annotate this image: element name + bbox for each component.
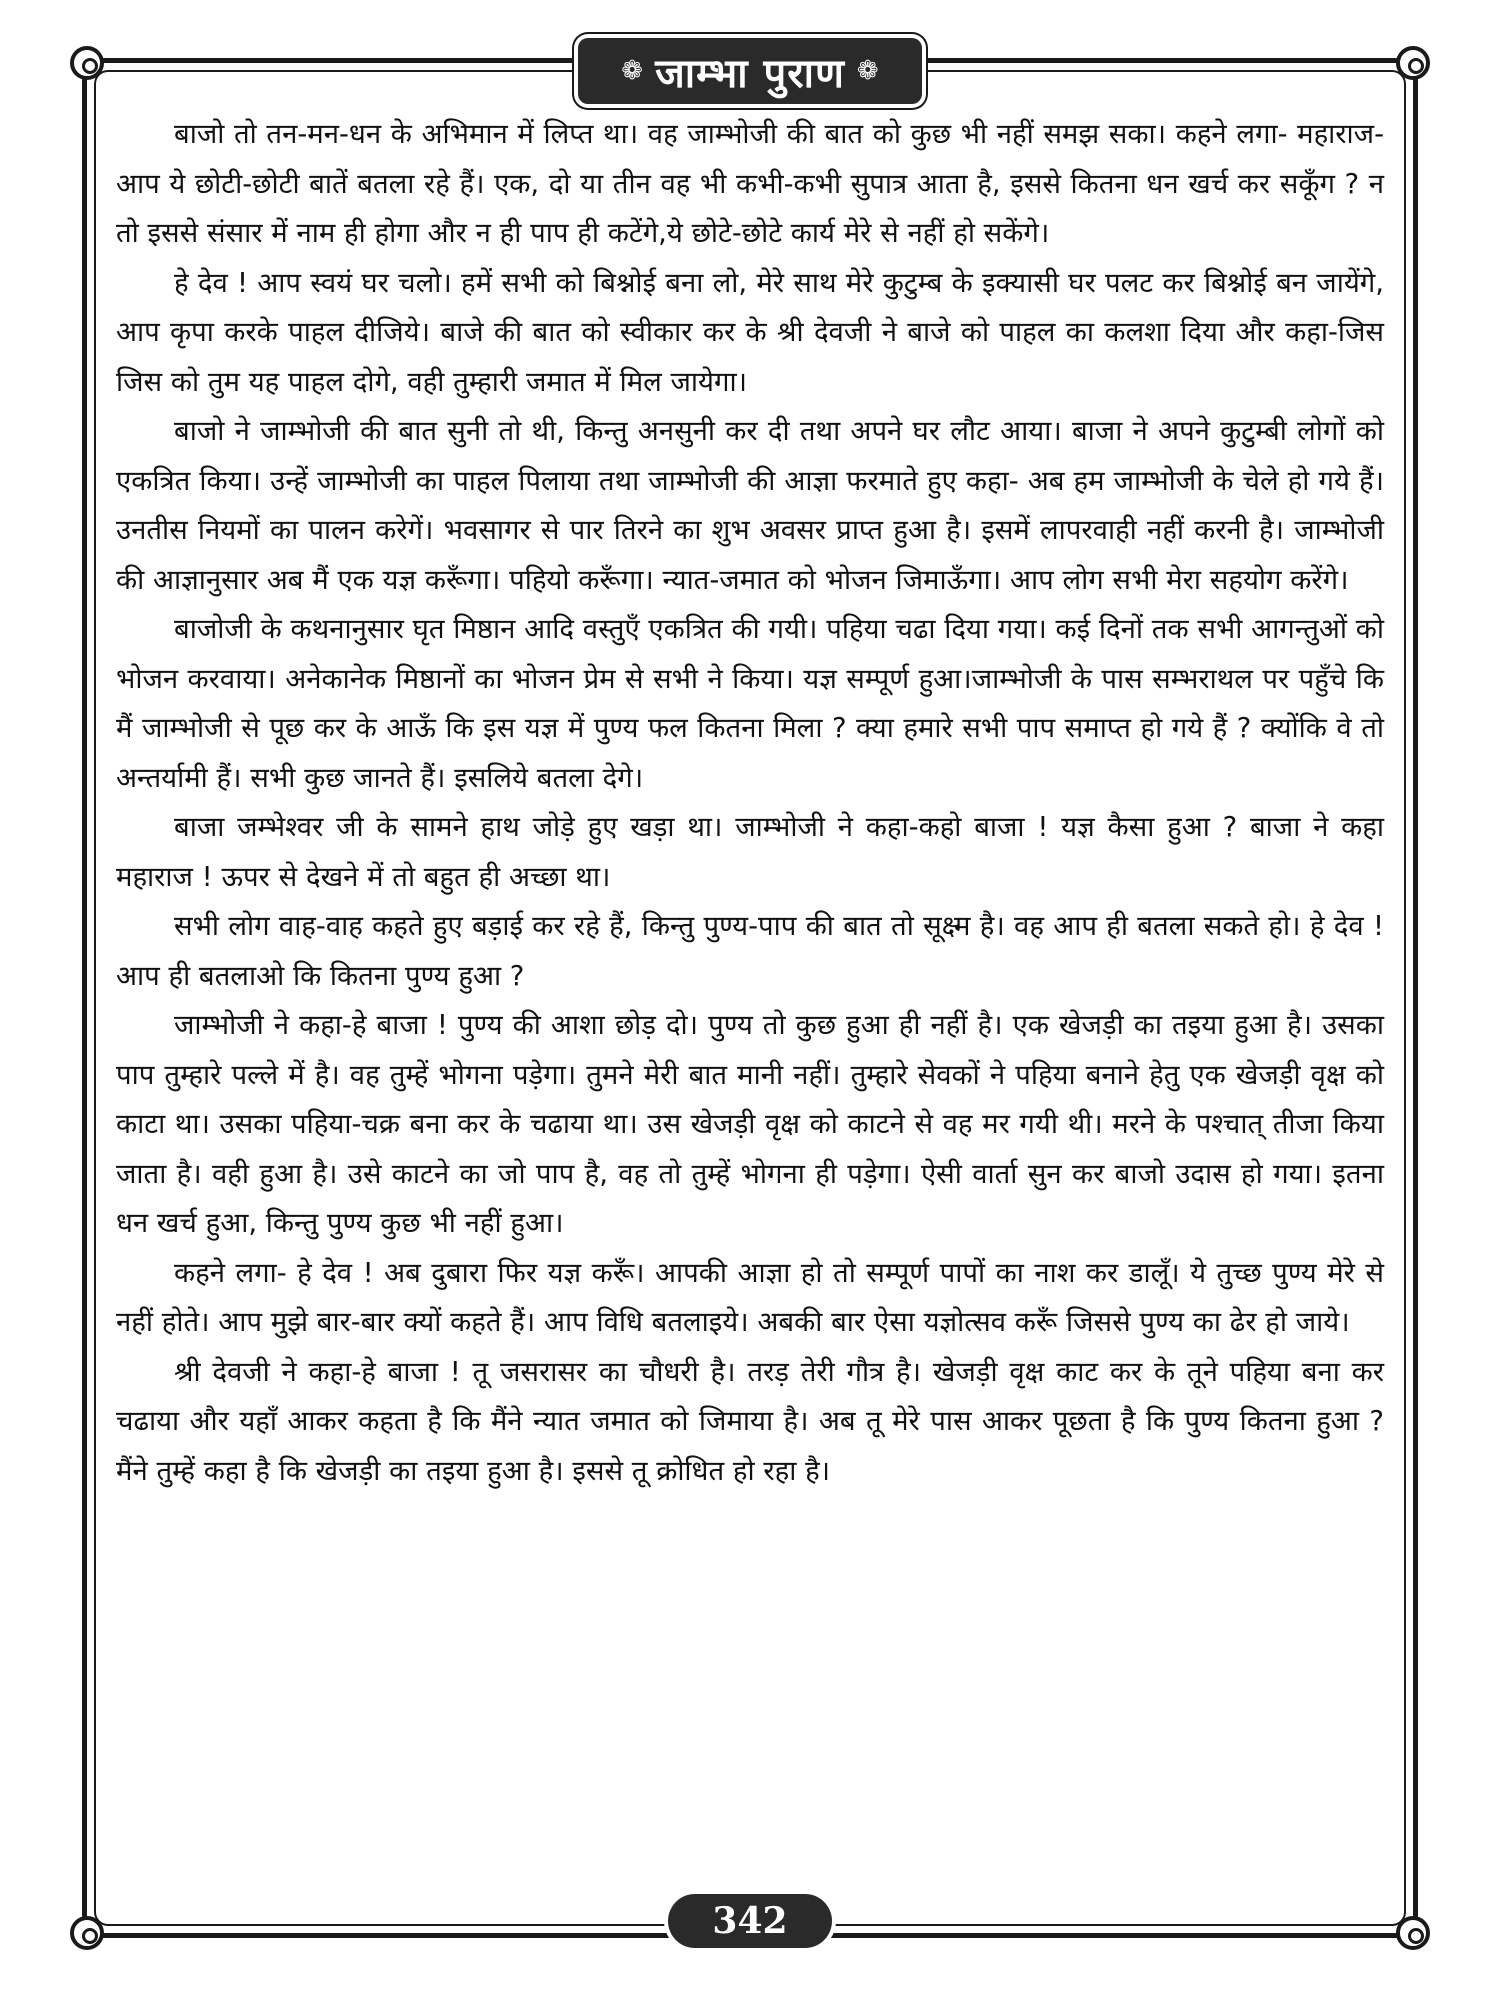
paragraph: बाजा जम्भेश्वर जी के सामने हाथ जोड़े हुए खड़ा था। जाम्भोजी ने कहा-कहो बाजा ! यज्ञ कैसा हुआ ? बाजा ने कहा महाराज ! ऊपर से देखने में तो बहुत ही अच्छा था। bbox=[116, 811, 1384, 893]
flourish-right-icon: ❁ bbox=[856, 56, 879, 86]
paragraph: हे देव ! आप स्वयं घर चलो। हमें सभी को बिश्नोई बना लो, मेरे साथ मेरे कुटुम्ब के इक्यासी घर पलट कर बिश्नोई बन जायेंगे, आप कृपा करके पाहल दीजिये। बाजे की बात को स्वीकार कर के श्री देवजी ने बाजे को पाहल का कलशा दिया और कहा-जिस जिस को तुम यह पाहल दोगे, वही तुम्हारी जमात में मिल जायेगा। bbox=[116, 266, 1384, 398]
page-body bbox=[116, 110, 1384, 1496]
paragraph: कहने लगा- हे देव ! अब दुबारा फिर यज्ञ करूँ। आपकी आज्ञा हो तो सम्पूर्ण पापों का नाश कर डालूँ। ये तुच्छ पुण्य मेरे से नहीं होते। आप मुझे बार-बार क्यों कहते हैं। आप विधि बतलाइये। अबकी बार ऐसा यज्ञोत्सव करूँ जिससे पुण्य का ढेर हो जाये। bbox=[116, 1256, 1384, 1338]
corner-ornament-top-left bbox=[70, 46, 104, 80]
corner-ornament-top-right bbox=[1396, 46, 1430, 80]
flourish-left-icon: ❁ bbox=[621, 56, 644, 86]
book-title: जाम्भा पुराण bbox=[655, 50, 845, 97]
corner-ornament-bottom-right bbox=[1396, 1916, 1430, 1950]
paragraph: बाजोजी के कथनानुसार घृत मिष्ठान आदि वस्तुएँ एकत्रित की गयी। पहिया चढा दिया गया। कई दिनों तक सभी आगन्तुओं को भोजन करवाया। अनेकानेक मिष्ठानों का भोजन प्रेम से सभी ने किया। यज्ञ सम्पूर्ण हुआ।जाम्भोजी के पास सम्भराथल पर पहुँचे कि मैं जाम्भोजी से पूछ कर के आऊँ कि इस यज्ञ में पुण्य फल कितना मिला ? क्या हमारे सभी पाप समाप्त हो गये हैं ? क्योंकि वे तो अन्तर्यामी हैं। सभी कुछ जानते हैं। इसलिये बतला देगे। bbox=[116, 613, 1384, 794]
page-number-badge bbox=[668, 1894, 832, 1948]
paragraph: जाम्भोजी ने कहा-हे बाजा ! पुण्य की आशा छोड़ दो। पुण्य तो कुछ हुआ ही नहीं है। एक खेजड़ी का तइया हुआ है। उसका पाप तुम्हारे पल्ले में है। वह तुम्हें भोगना पड़ेगा। तुमने मेरी बात मानी नहीं। तुम्हारे सेवकों ने पहिया बनाने हेतु एक खेजड़ी वृक्ष को काटा था। उसका पहिया-चक्र बना कर के चढाया था। उस खेजड़ी वृक्ष को काटने से वह मर गयी थी। मरने के पश्चात् तीजा किया जाता है। वही हुआ है। उसे काटने का जो पाप है, वह तो तुम्हें भोगना ही पड़ेगा। ऐसी वार्ता सुन कर बाजो उदास हो गया। इतना धन खर्च हुआ, किन्तु पुण्य कुछ भी नहीं हुआ। bbox=[116, 1009, 1384, 1239]
paragraph: श्री देवजी ने कहा-हे बाजा ! तू जसरासर का चौधरी है। तरड़ तेरी गौत्र है। खेजड़ी वृक्ष काट कर के तूने पहिया बना कर चढाया और यहाँ आकर कहता है कि मैंने न्यात जमात को जिमाया है। अब तू मेरे पास आकर पूछता है कि पुण्य कितना हुआ ? मैंने तुम्हें कहा है कि खेजड़ी का तइया हुआ है। इससे तू क्रोधित हो रहा है। bbox=[116, 1355, 1384, 1487]
header-banner bbox=[578, 38, 922, 104]
page-number: 342 bbox=[712, 1900, 788, 1942]
paragraph: बाजो तो तन-मन-धन के अभिमान में लिप्त था। वह जाम्भोजी की बात को कुछ भी नहीं समझ सका। कहने लगा- महाराज-आप ये छोटी-छोटी बातें बतला रहे हैं। एक, दो या तीन वह भी कभी-कभी सुपात्र आता है, इससे कितना धन खर्च कर सकूँग ? न तो इससे संसार में नाम ही होगा और न ही पाप ही कटेंगे,ये छोटे-छोटे कार्य मेरे से नहीं हो सकेंगे। bbox=[116, 118, 1384, 249]
paragraph: बाजो ने जाम्भोजी की बात सुनी तो थी, किन्तु अनसुनी कर दी तथा अपने घर लौट आया। बाजा ने अपने कुटुम्बी लोगों को एकत्रित किया। उन्हें जाम्भोजी का पाहल पिलाया तथा जाम्भोजी की आज्ञा फरमाते हुए कहा- अब हम जाम्भोजी के चेले हो गये हैं। उनतीस नियमों का पालन करेगें। भवसागर से पार तिरने का शुभ अवसर प्राप्त हुआ है। इसमें लापरवाही नहीं करनी है। जाम्भोजी की आज्ञानुसार अब मैं एक यज्ञ करूँगा। पहियो करूँगा। न्यात-जमात को भोजन जिमाऊँगा। आप लोग सभी मेरा सहयोग करेंगे। bbox=[116, 415, 1384, 596]
paragraph: सभी लोग वाह-वाह कहते हुए बड़ाई कर रहे हैं, किन्तु पुण्य-पाप की बात तो सूक्ष्म है। वह आप ही बतला सकते हो। हे देव ! आप ही बतलाओ कि कितना पुण्य हुआ ? bbox=[116, 910, 1384, 992]
corner-ornament-bottom-left bbox=[70, 1916, 104, 1950]
